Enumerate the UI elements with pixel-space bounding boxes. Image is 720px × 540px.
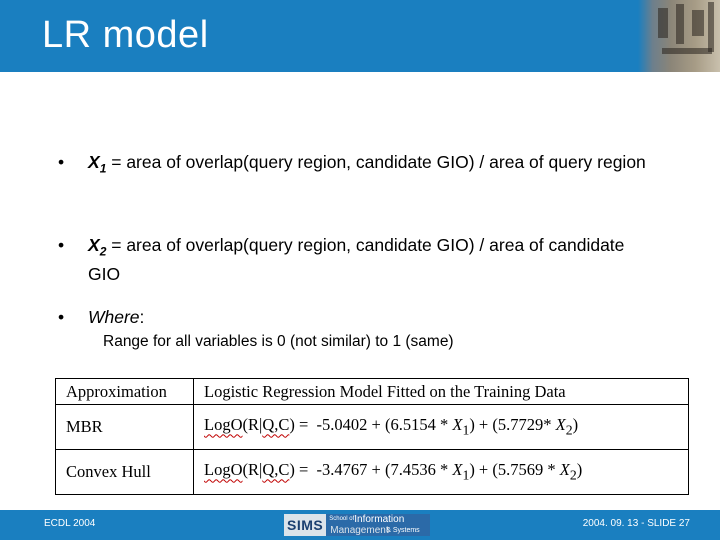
sims-logo: SIMS School of Information Management & Systems [284,514,436,536]
table-row [56,450,689,495]
building-photo [638,0,720,72]
table-header-model: Logistic Regression Model Fitted on the Training Data [194,379,689,405]
variable-x2: $X_2$ [88,235,107,259]
footer-conference: ECDL 2004 [44,518,96,529]
footer-slide-info: 2004. 09. 13 - SLIDE 27 [582,518,690,529]
bullet-x1-text: = area of overlap(query region, candidate GIO) / area of query region [106,152,646,172]
variable-x1: $X_1$ [88,152,107,176]
table-header-row [56,379,689,405]
slide-footer [0,510,720,540]
table-header-approximation: Approximation [56,379,194,405]
bullet-dot: • [58,235,65,255]
table-row [56,405,689,450]
row-mbr-name: MBR [56,405,194,450]
row-mbr-formula: LogO(R|Q,C) = $-5.0402 + (6.5154 * X_1) + (5.7729*$ $X_2$) [194,405,689,450]
where-label: Where [88,307,140,327]
bullet-dot: • [58,307,65,327]
slide-title: LR model [42,14,209,56]
range-note: Range for all variables is 0 (not similar) to 1 (same) [103,333,454,350]
row-convex-hull-name: Convex Hull [56,450,194,495]
model-table [55,378,689,495]
bullet-x2-text: = area of overlap(query region, candidate GIO) / area of candidate GIO [88,235,625,284]
slide-header [0,0,720,72]
bullet-dot: • [58,152,65,172]
row-convex-hull-formula: LogO(R|Q,C) = $-3.4767 + (7.4536 * X_1) + (5.7569 * X_2)$ [194,450,689,495]
